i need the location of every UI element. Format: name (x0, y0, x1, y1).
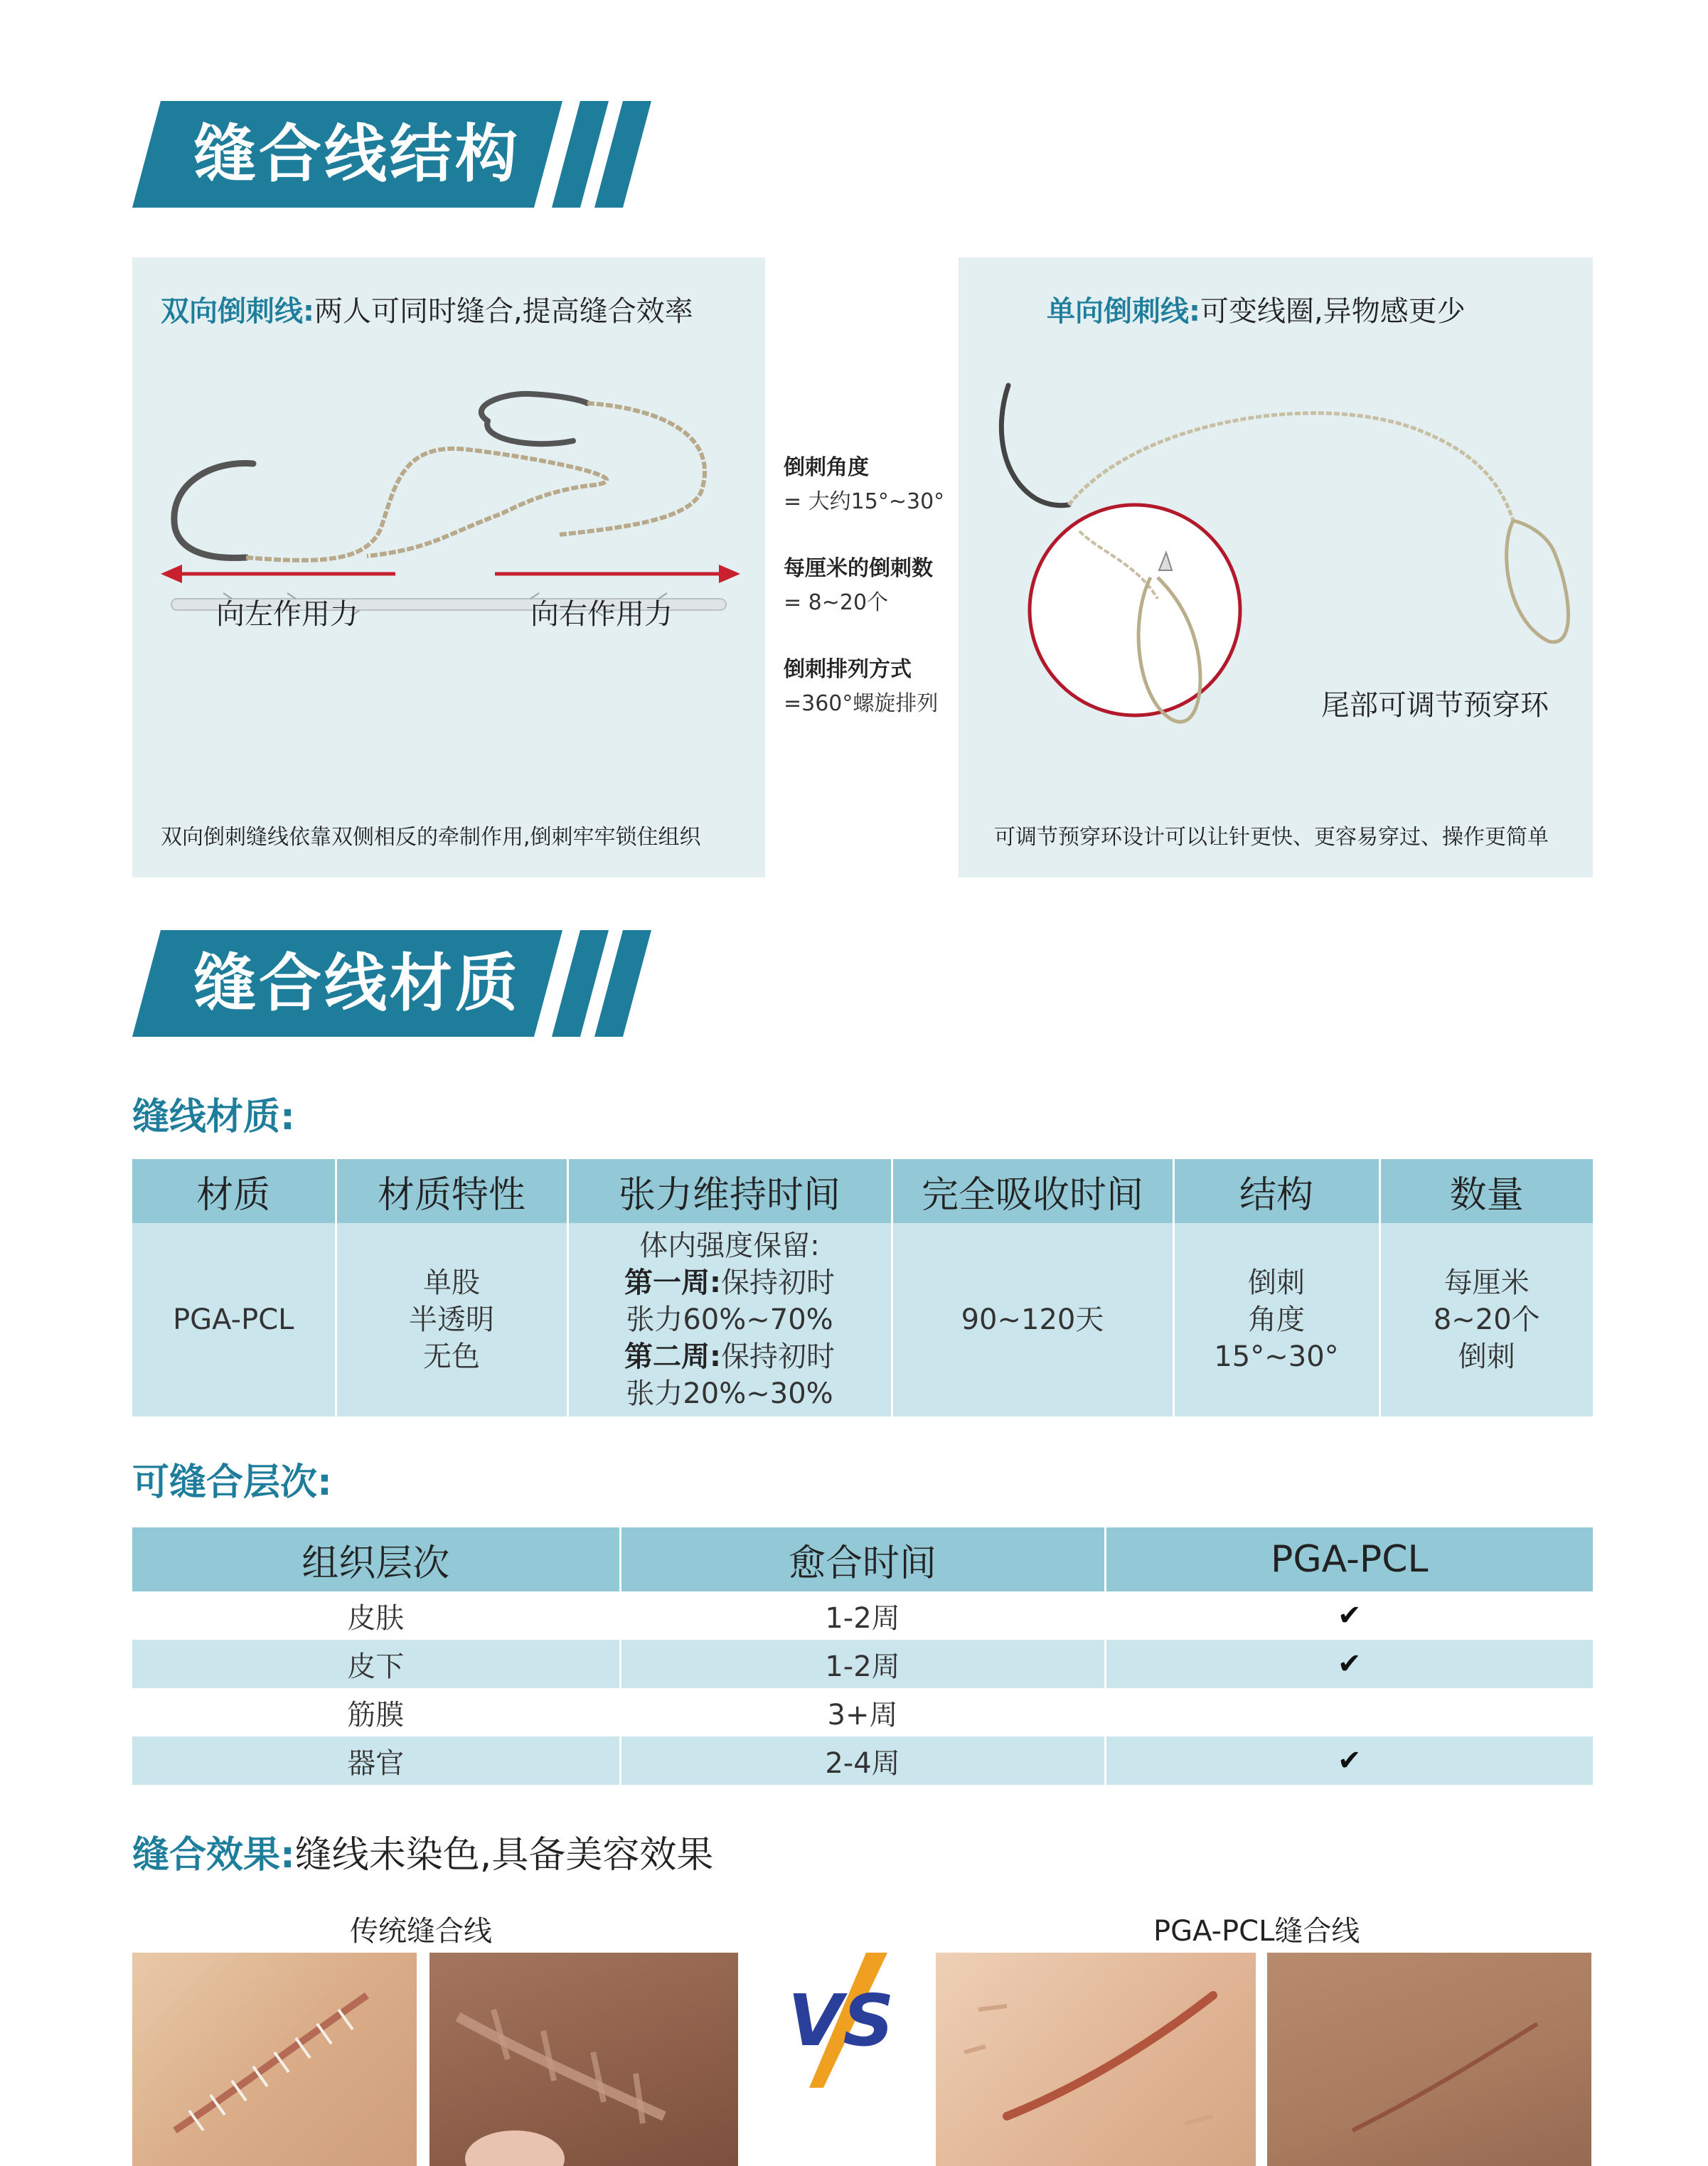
cell-time: 1-2周 (620, 1591, 1105, 1640)
header-absorption: 完全吸收时间 (892, 1159, 1173, 1223)
cell-properties: 单股 半透明 无色 (336, 1223, 567, 1417)
unidirectional-suture-illustration (959, 364, 1593, 805)
section-title-structure: 缝合线结构 (193, 117, 521, 191)
spec-barb-arrangement-label: 倒刺排列方式 (784, 657, 912, 682)
cell-time: 2-4周 (620, 1736, 1105, 1785)
spec-barb-count-value: = 8~20个 (784, 590, 889, 615)
vs-badge (781, 1953, 902, 2088)
cell-material: PGA-PCL (132, 1223, 336, 1417)
check-icon: ✔ (1105, 1591, 1593, 1640)
header-healing-time: 愈合时间 (620, 1527, 1105, 1591)
cell-layer: 皮肤 (132, 1591, 620, 1640)
header-properties: 材质特性 (336, 1159, 567, 1223)
traditional-suture-label: 传统缝合线 (350, 1915, 492, 1948)
unidirectional-title-em: 单向倒刺线: (1047, 295, 1200, 328)
header-structure: 结构 (1173, 1159, 1379, 1223)
header-quantity: 数量 (1379, 1159, 1593, 1223)
check-icon (1105, 1688, 1593, 1736)
material-table (132, 1159, 1593, 1417)
table-row (132, 1736, 1593, 1785)
cell-quantity: 每厘米 8~20个 倒刺 (1379, 1223, 1593, 1417)
traditional-scar-photo (429, 1953, 738, 2166)
header-layer: 组织层次 (132, 1527, 620, 1591)
svg-text:VS: VS (788, 1979, 895, 2062)
bidirectional-title (161, 289, 693, 329)
header-tension: 张力维持时间 (567, 1159, 892, 1223)
unidirectional-panel (959, 257, 1593, 877)
bidirectional-panel (132, 257, 765, 877)
left-force-label: 向左作用力 (216, 598, 358, 631)
bidirectional-title-em: 双向倒刺线: (161, 295, 314, 328)
cell-layer: 皮下 (132, 1640, 620, 1688)
pga-pcl-wound-photo (936, 1953, 1256, 2166)
spec-barb-count-label: 每厘米的倒刺数 (784, 556, 933, 581)
bidirectional-caption: 双向倒刺缝线依靠双侧相反的牵制作用,倒刺牢牢锁住组织 (161, 825, 701, 850)
spec-barb-angle-value: = 大约15°~30° (784, 489, 945, 514)
vs-icon (781, 1953, 902, 2088)
layers-table-header (132, 1527, 1593, 1591)
cell-layer: 器官 (132, 1736, 620, 1785)
section-banner-structure (132, 101, 673, 208)
spec-barb-angle-label: 倒刺角度 (784, 455, 869, 480)
cell-tension: 体内强度保留: 第一周:保持初时 张力60%~70% 第二周:保持初时 张力20%~30% (567, 1223, 892, 1417)
unidirectional-title (1047, 289, 1466, 329)
section-title-material: 缝合线材质 (193, 946, 521, 1020)
material-subhead: 缝线材质: (132, 1096, 295, 1138)
cell-layer: 筋膜 (132, 1688, 620, 1736)
cell-absorption: 90~120天 (892, 1223, 1173, 1417)
table-row (132, 1223, 1593, 1417)
cell-time: 1-2周 (620, 1640, 1105, 1688)
pga-pcl-suture-label: PGA-PCL缝合线 (1153, 1915, 1360, 1948)
material-table-header (132, 1159, 1593, 1223)
bidirectional-title-rest: 两人可同时缝合,提高缝合效率 (314, 295, 693, 328)
table-row (132, 1688, 1593, 1736)
cell-time: 3+周 (620, 1688, 1105, 1736)
layers-subhead: 可缝合层次: (132, 1461, 332, 1504)
cell-structure: 倒刺 角度 15°~30° (1173, 1223, 1379, 1417)
effect-subhead (132, 1825, 713, 1878)
effect-subhead-rest: 缝线未染色,具备美容效果 (294, 1834, 714, 1877)
spec-barb-arrangement-value: =360°螺旋排列 (784, 691, 939, 716)
table-row (132, 1640, 1593, 1688)
effect-subhead-em: 缝合效果: (132, 1834, 295, 1877)
layers-table (132, 1527, 1593, 1785)
traditional-wound-photo (132, 1953, 417, 2166)
pga-pcl-scar-photo (1267, 1953, 1591, 2166)
table-row (132, 1591, 1593, 1640)
unidirectional-caption: 可调节预穿环设计可以让针更快、更容易穿过、操作更简单 (994, 825, 1549, 850)
check-icon: ✔ (1105, 1736, 1593, 1785)
loop-label: 尾部可调节预穿环 (1321, 689, 1549, 722)
check-icon: ✔ (1105, 1640, 1593, 1688)
force-arrows (161, 556, 744, 592)
header-pga-pcl: PGA-PCL (1105, 1527, 1593, 1591)
section-banner-material (132, 930, 673, 1037)
header-material: 材质 (132, 1159, 336, 1223)
right-force-label: 向右作用力 (530, 598, 673, 631)
unidirectional-title-rest: 可变线圈,异物感更少 (1200, 295, 1466, 328)
